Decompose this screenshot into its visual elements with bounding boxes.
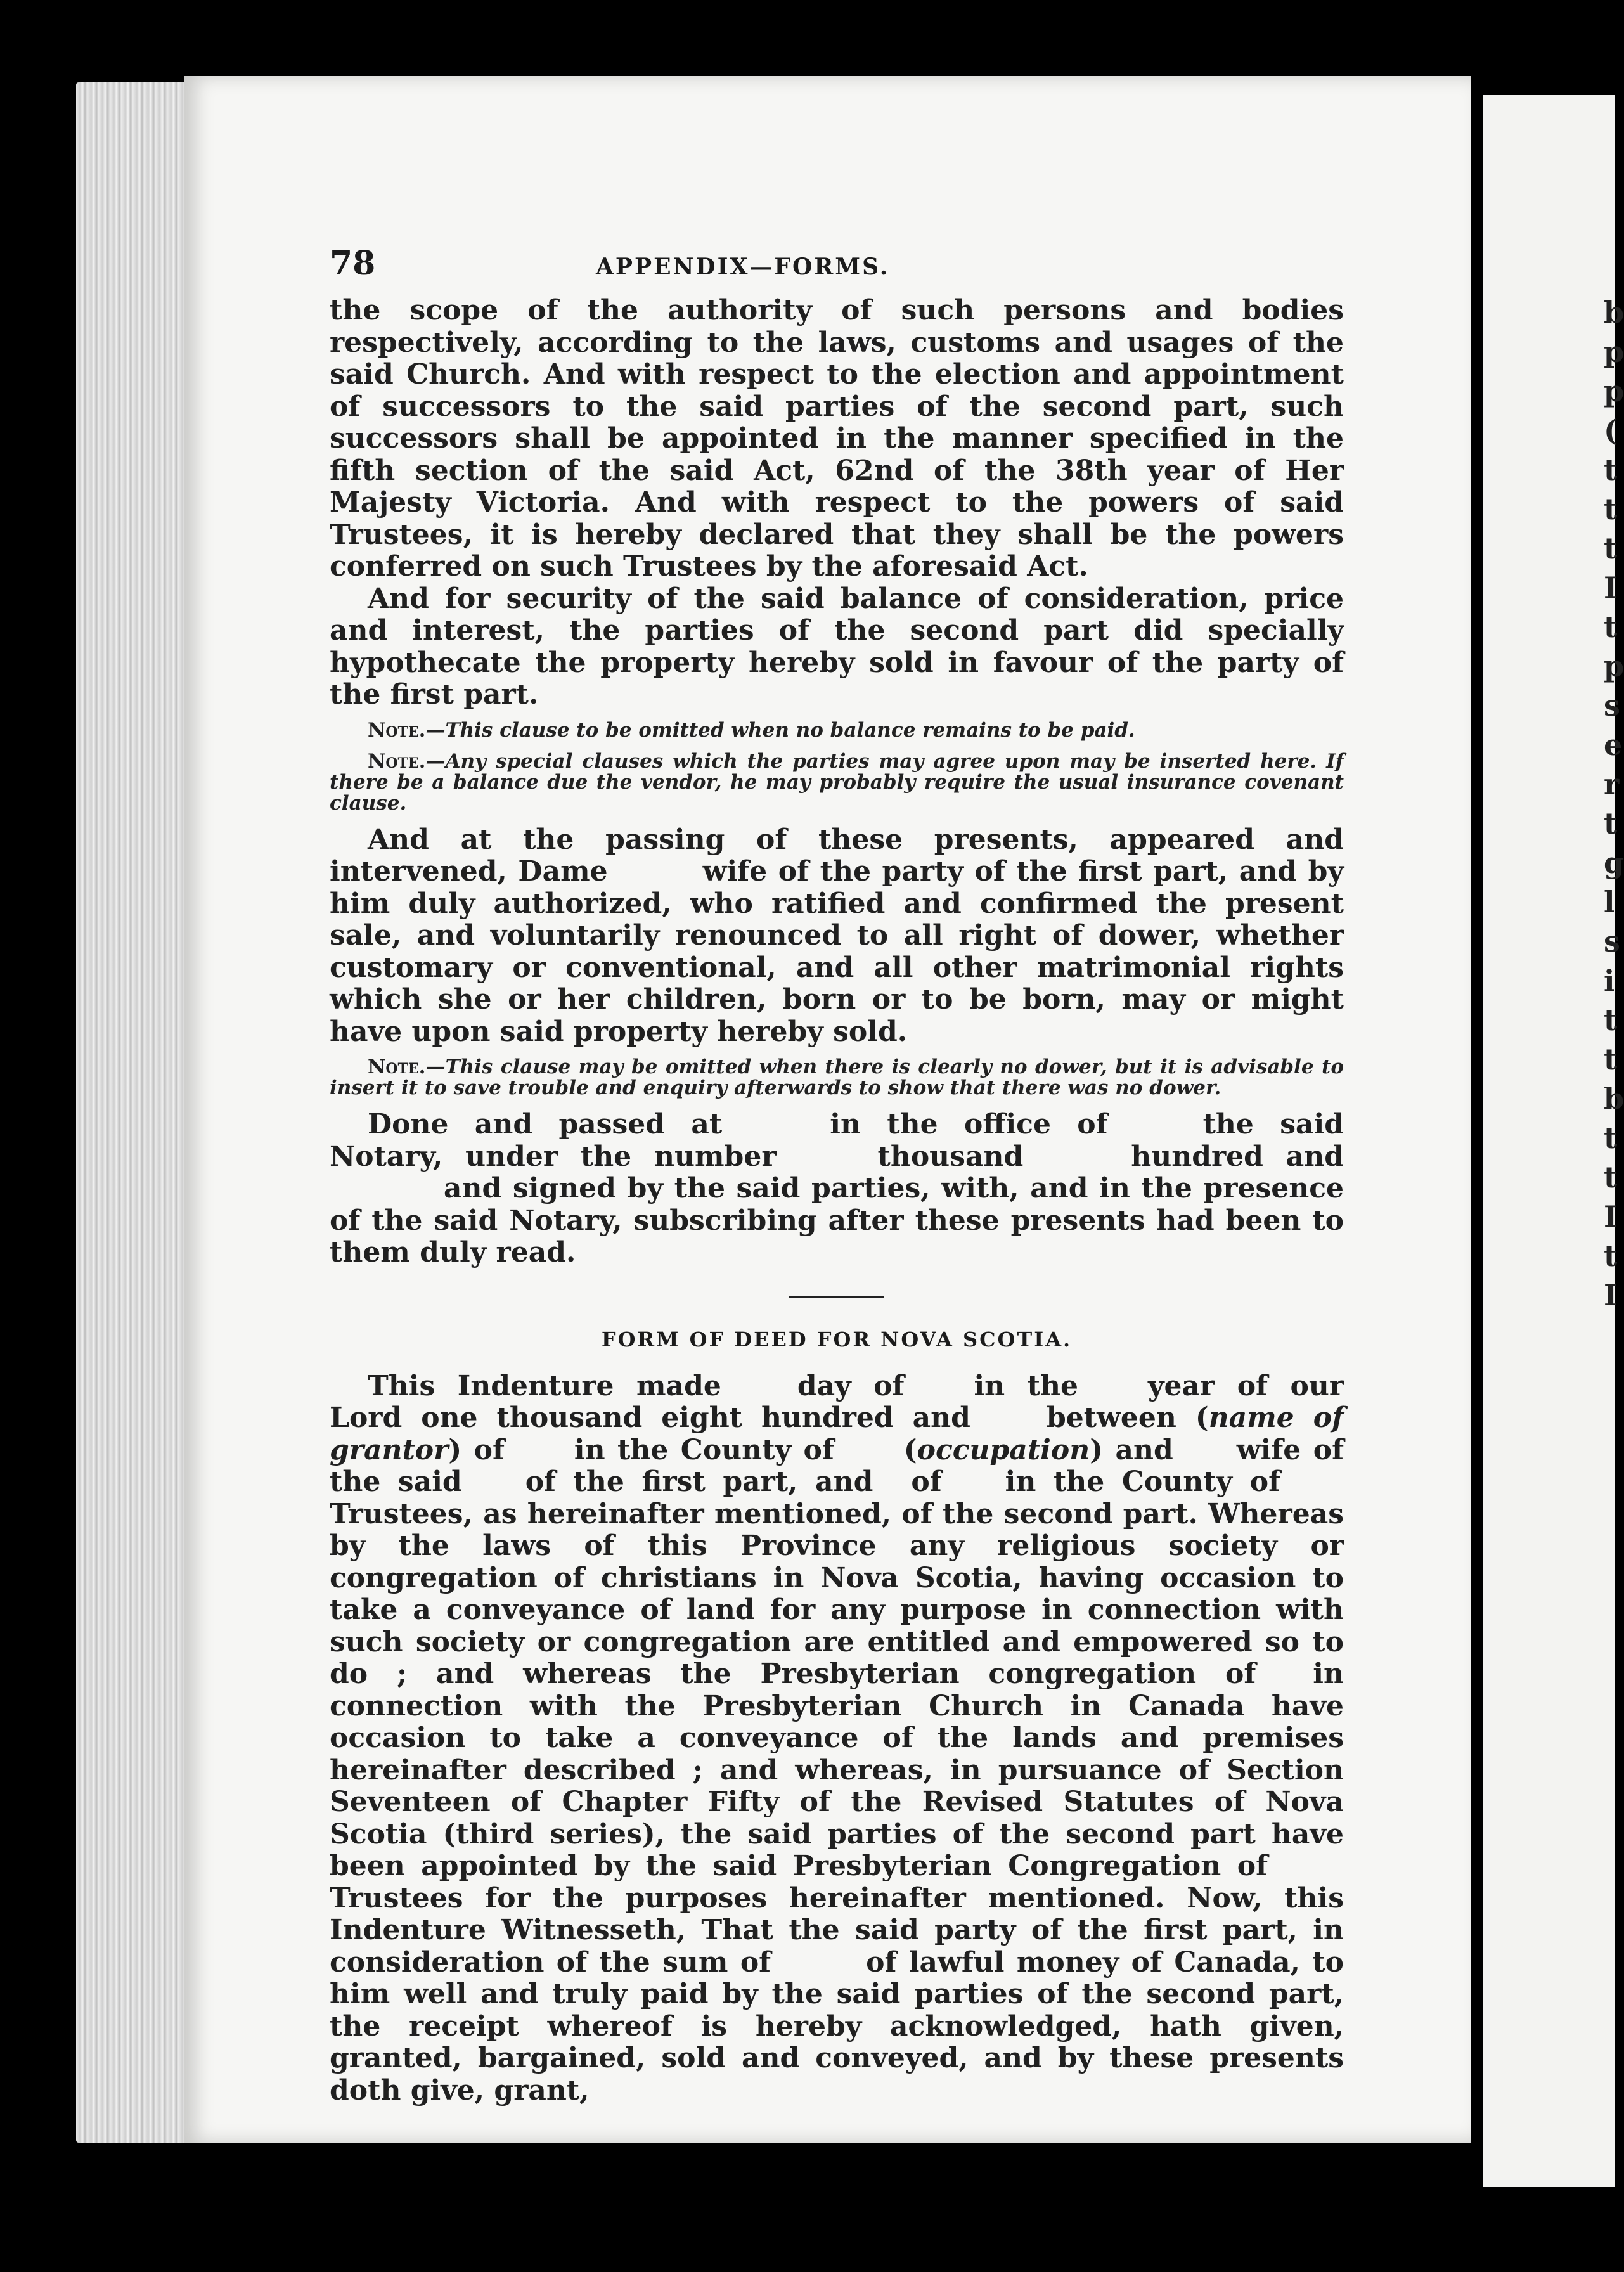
- note-1: [330, 720, 1344, 741]
- facing-page: [1483, 95, 1624, 2187]
- text-run: Done and passed at: [368, 1108, 723, 1140]
- text-run: of the first part, and: [525, 1466, 873, 1498]
- facing-page-fragment: t: [1604, 1042, 1618, 1076]
- text-run: ) and: [1090, 1433, 1173, 1466]
- note-3: [330, 1057, 1344, 1099]
- form-title: FORM OF DEED FOR NOVA SCOTIA.: [601, 1327, 1073, 1352]
- facing-page-fragment: t: [1604, 453, 1618, 487]
- page-text: [330, 244, 1344, 2107]
- running-head: APPENDIX—FORMS.: [596, 254, 890, 280]
- text-run: Trustees, as hereinafter mentioned, of the second part. Whereas by the laws of this Province any religious society or congregation of christians in Nova Scotia, having occasion to take a conveyance of land for any purpose in connection with such society or congregation are entitled and empowered so to do ; and whereas the Presbyterian congregation of: [330, 1497, 1344, 1690]
- text-run: ) of: [448, 1433, 505, 1466]
- text-run: in the: [974, 1369, 1078, 1402]
- text-run: Trustees for the purposes hereinafter mentioned. Now, this Indenture Witnesseth, That the said party of the first part, in consideration of the sum of: [330, 1882, 1344, 1978]
- facing-page-fragment: t: [1604, 1121, 1618, 1155]
- facing-page-fragment: s: [1604, 924, 1620, 958]
- text-run: in the office of: [830, 1108, 1108, 1140]
- paragraph-1: the scope of the authority of such persons and bodies respectively, according to the laws, customs and usages of the said Church. And with respect to the election and appointment of successors to the said parties of the second part, such successors shall be appointed in the manner specified in the fifth section of the said Act, 62nd of the 38th year of Her Majesty Victoria. And with respect to the powers of said Trustees, it is hereby declared that they shall be the powers conferred on such Trustees by the aforesaid Act.: [330, 294, 1344, 583]
- facing-page-fragment: p: [1604, 649, 1624, 683]
- text-run: day of: [797, 1369, 905, 1402]
- note-text: —This clause to be omitted when no balance remains to be paid.: [425, 718, 1135, 742]
- facing-page-fragment: t: [1604, 531, 1618, 565]
- facing-page-fragment: I: [1604, 1278, 1618, 1312]
- text-run: name of grantor: [330, 1402, 1344, 1466]
- paragraph-4: [330, 1109, 1344, 1269]
- facing-page-fragment: r: [1604, 767, 1620, 801]
- note-label: Note.: [368, 749, 426, 773]
- text-run: and signed by the said parties, with, and in the presence of the said Notary, subscribing after these presents had been to them duly read.: [330, 1172, 1344, 1268]
- facing-page-fragment: t: [1604, 610, 1618, 644]
- facing-page-fragment: p: [1604, 374, 1624, 408]
- facing-page-fragment: l: [1604, 885, 1615, 919]
- facing-page-fragment: t: [1604, 1160, 1618, 1194]
- note-2: [330, 751, 1344, 814]
- note-text: —This clause may be omitted when there is clearly no dower, but it is advisable to insert it to save trouble and enquiry afterwards to show that there was no dower.: [330, 1055, 1344, 1099]
- facing-page-fragment: t: [1604, 492, 1618, 526]
- page-header: [330, 244, 1344, 295]
- facing-page-fragment: t: [1604, 806, 1618, 841]
- text-run: occupation: [917, 1433, 1090, 1466]
- facing-page-fragment: b: [1604, 1081, 1624, 1116]
- section-divider: [789, 1296, 884, 1298]
- text-run: wife of the said: [330, 1433, 1344, 1498]
- text-run: And at the passing of these presents, appeared and intervened, Dame: [330, 823, 1344, 888]
- facing-page-fragment: p: [1604, 335, 1624, 369]
- page-number: 78: [330, 244, 376, 283]
- text-run: between (: [1046, 1402, 1209, 1434]
- text-run: hundred and: [1131, 1140, 1344, 1173]
- text-run: year of our Lord one thousand eight hundred and: [330, 1369, 1344, 1434]
- text-run: of lawful money of Canada, to him well and truly paid by the said parties of the second part, the receipt whereof is hereby acknowledged, hath given, granted, bargained, sold and conveyed, and by these presents doth give, grant,: [330, 1946, 1344, 2107]
- text-run: in the County of: [1005, 1466, 1281, 1498]
- facing-page-fragment: g: [1604, 846, 1624, 880]
- facing-page-fragment: t: [1604, 1003, 1618, 1037]
- facing-page-fragment: b: [1604, 295, 1624, 330]
- facing-page-fragment: e: [1604, 728, 1623, 762]
- text-run: of: [911, 1466, 942, 1498]
- facing-page-fragment: i: [1604, 964, 1615, 998]
- nova-scotia-deed-text: [330, 1371, 1344, 2107]
- text-run: the said Notary, under the number: [330, 1108, 1344, 1173]
- facing-page-fragment: I: [1604, 571, 1618, 605]
- text-run: in connection with the Presbyterian Church in Canada have occasion to take a conveyance of the lands and premises hereinafter described ; and whereas, in pursuance of Section Seventeen of Chapter Fifty of the Revised Statutes of Nova Scotia (third series), the said parties of the second part have been appointed by the said Presbyterian Congregation of: [330, 1658, 1344, 1882]
- text-run: wife of the party of the first part, and by him duly authorized, who ratified and confirmed the present sale, and voluntarily renounced to all right of dower, whether customary or conventional, and all other matrimonial rights which she or her children, born or to be born, may or might have upon said property hereby sold.: [330, 855, 1344, 1048]
- note-label: Note.: [368, 1055, 426, 1078]
- facing-page-fragment: I: [1604, 1199, 1618, 1234]
- text-run: (: [903, 1433, 917, 1466]
- text-run: in the County of: [574, 1433, 834, 1466]
- facing-page-fragment: s: [1604, 688, 1620, 723]
- text-run: This Indenture made: [368, 1369, 721, 1402]
- paragraph-3: [330, 824, 1344, 1049]
- facing-page-fragment: (: [1604, 413, 1618, 448]
- note-label: Note.: [368, 718, 426, 742]
- note-text: —Any special clauses which the parties may agree upon may be inserted here. If there be a balance due the vendor, he may probably require the usual insurance covenant clause.: [330, 749, 1344, 815]
- facing-page-fragment: t: [1604, 1239, 1618, 1273]
- paragraph-2: And for security of the said balance of consideration, price and interest, the parties of the second part did specially hypothecate the property hereby sold in favour of the party of the first part.: [330, 582, 1344, 711]
- text-run: thousand: [877, 1140, 1024, 1173]
